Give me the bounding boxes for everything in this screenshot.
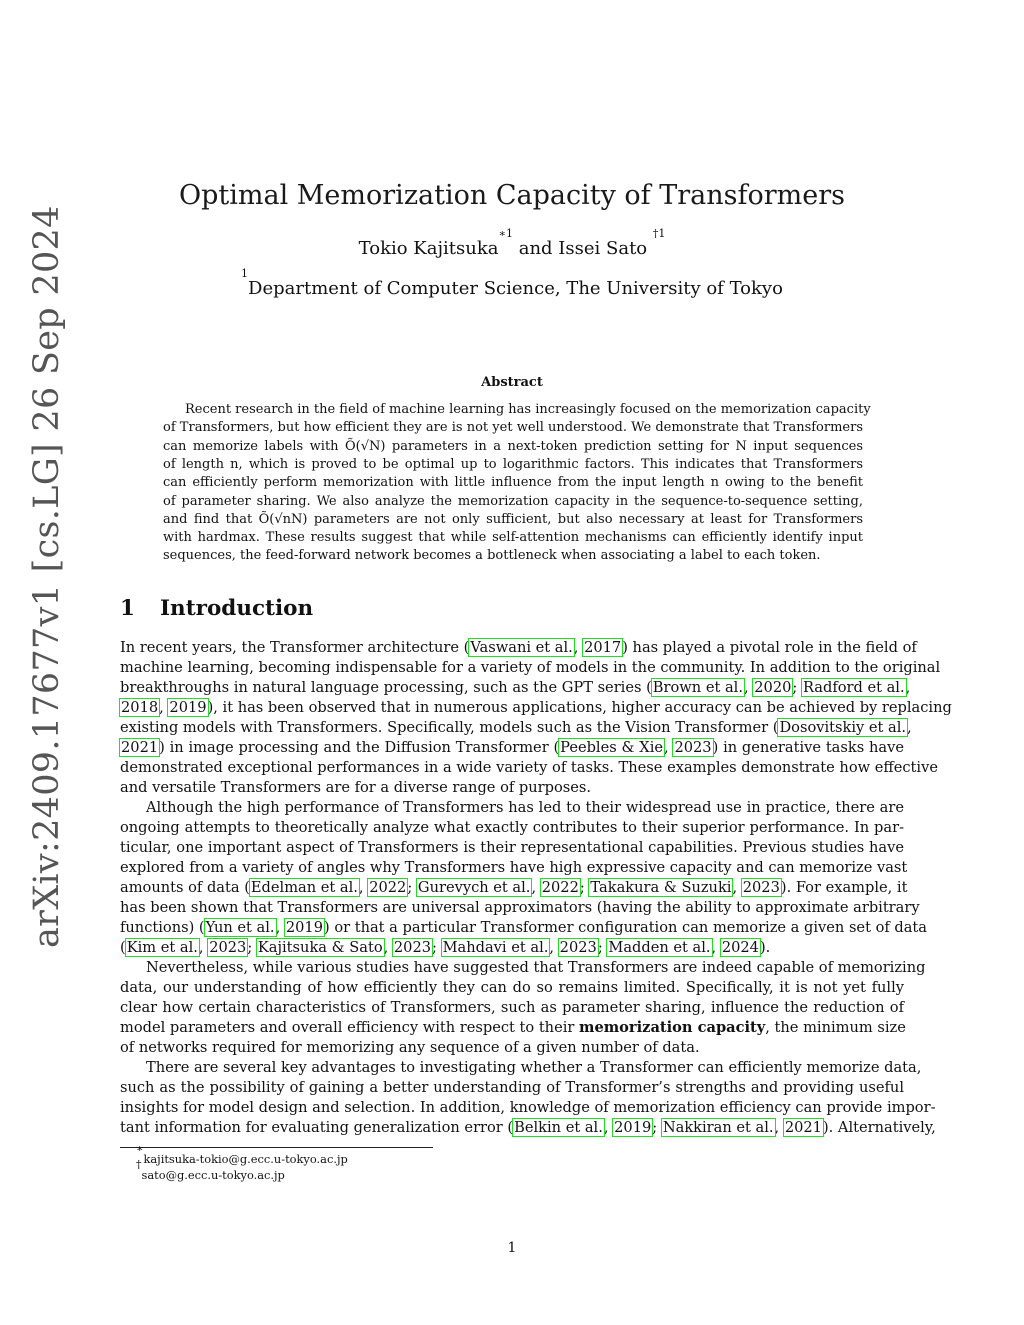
citation-link[interactable]: 2023 [393,939,432,956]
footnote [136,1158,285,1183]
text-run: has been shown that Transformers are universal approximators (having the ability to approximate arbitrary [120,899,920,916]
text-run: breakthroughs in natural language processing, such as the GPT series ( [120,679,652,696]
text-run: , the minimum size [765,1019,906,1036]
text-run: ), it has been observed that in numerous applications, higher accuracy can be achieved by replacing [207,699,952,716]
paragraph-line [120,918,928,938]
text-run: , [198,939,209,956]
paragraph-line [120,1018,904,1038]
text-run: Although the high performance of Transformers has led to their widespread use in practice, there are [146,799,904,816]
citation-link[interactable]: Kim et al. [126,939,198,956]
text-run: In recent years, the Transformer architecture ( [120,639,470,656]
citation-link[interactable]: 2023 [742,879,780,896]
author-mark: †1 [652,227,666,240]
abstract-line: and find that Õ(√nN) parameters are not only sufficient, but also necessary at least for Transformers [163,511,863,527]
text-run: , [159,699,169,716]
paragraph-line [120,978,904,998]
text-run: ; [792,679,802,696]
citation-link[interactable]: Belkin et al. [514,1119,603,1136]
text-run: ; [579,879,590,896]
paragraph-line [120,998,904,1018]
text-run: , [711,939,721,956]
text-run: , [743,679,754,696]
abstract-line: of parameter sharing. We also analyze the memorization capacity in the sequence-to-sequence setting, [163,493,863,509]
author-kajitsuka: Tokio Kajitsuka [358,238,499,259]
paragraph-line [120,778,904,798]
author-list [0,227,1024,261]
citation-link[interactable]: 2019 [285,919,323,936]
citation-link[interactable]: Yun et al. [205,919,275,936]
arxiv-identifier: arXiv:2409.17677v1 [cs.LG] 26 Sep 2024 [27,205,67,948]
text-run: explored from a variety of angles why Transformers have high expressive capacity and can memorize vast [120,859,908,876]
text-run: existing models with Transformers. Specifically, models such as the Vision Transformer ( [120,719,779,736]
text-run: , [549,939,559,956]
paragraph-line [146,958,926,978]
author-mark: ∗1 [498,227,513,240]
paragraph-line [120,638,917,658]
footnote-email: kajitsuka-tokio@g.ecc.u-tokyo.ac.jp [143,1152,348,1166]
paragraph-line [146,1058,922,1078]
abstract-line: sequences, the feed-forward network becomes a bottleneck when associating a label to each token. [163,548,821,564]
paragraph-line [120,858,908,878]
paragraph-line [120,818,904,838]
text-run: of networks required for memorizing any sequence of a given number of data. [120,1039,700,1056]
paragraph-line [120,1038,904,1058]
text-run: insights for model design and selection. In addition, knowledge of memorization efficiency can provide impor- [120,1099,936,1116]
text-run: ticular, one important aspect of Transformers is their representational capabilities. Previous studies have [120,839,904,856]
footnote-mark: † [136,1158,142,1171]
text-run: ; [432,939,442,956]
text-run: There are several key advantages to investigating whether a Transformer can efficiently memorize data, [146,1059,922,1076]
author-conjunction: and [513,238,559,259]
affiliation-mark: 1 [241,267,249,280]
citation-link[interactable]: 2018 [121,699,159,716]
paragraph-line [120,738,904,758]
text-run: and versatile Transformers are for a diverse range of purposes. [120,779,591,796]
citation-link[interactable]: Mahdavi et al. [442,939,549,956]
text-run: tant information for evaluating generalization error ( [120,1119,514,1136]
abstract-line: with hardmax. These results suggest that while self-attention mechanisms can efficiently identify input [163,530,863,546]
citation-link[interactable]: Radford et al. [802,679,905,696]
text-run: , [905,679,911,696]
citation-link[interactable]: 2022 [541,879,579,896]
text-run: ; [247,939,257,956]
citation-link[interactable]: Nakkiran et al. [662,1119,774,1136]
abstract-line: Recent research in the field of machine learning has increasingly focused on the memorization capacity [185,402,871,417]
text-run: ) in generative tasks have [712,739,904,756]
citation-link[interactable]: Edelman et al. [250,879,358,896]
text-run: ) or that a particular Transformer configuration can memorize a given set of data [323,919,928,936]
paragraph-line [120,938,904,958]
citation-link[interactable]: Gurevych et al. [417,879,531,896]
paragraph-line [120,658,941,678]
text-run: data, our understanding of how efficiently they can do so remains limited. Specifically, it is not yet fully [120,979,904,996]
section-number: 1 [120,596,135,621]
citation-link[interactable]: Kajitsuka & Sato [257,939,383,956]
citation-link[interactable]: 2022 [369,879,407,896]
abstract-heading: Abstract [481,375,543,390]
footnote-email: sato@g.ecc.u-tokyo.ac.jp [141,1168,285,1182]
citation-link[interactable]: 2024 [721,939,759,956]
paragraph-line [120,878,908,898]
text-run: , [383,939,393,956]
text-run: , [774,1119,784,1136]
text-run: ) in image processing and the Diffusion Transformer ( [159,739,560,756]
text-run: demonstrated exceptional performances in a wide variety of tasks. These examples demonstrate how effective [120,759,938,776]
section-heading [120,595,313,623]
paragraph-line [120,758,938,778]
citation-link[interactable]: Dosovitskiy et al. [779,719,907,736]
paragraph-line [120,698,952,718]
abstract-line: can memorize labels with Õ(√N) parameters in a next-token prediction setting for N input sequences [163,438,863,454]
text-run: such as the possibility of gaining a better understanding of Transformer’s strengths and providing useful [120,1079,904,1096]
text-run: ). For example, it [780,879,908,896]
paragraph-line [120,1078,904,1098]
text-run: ) has played a pivotal role in the field of [622,639,917,656]
text-run: , [531,879,541,896]
text-run: , [732,879,742,896]
citation-link[interactable]: 2020 [754,679,792,696]
citation-link[interactable]: 2023 [209,939,247,956]
paragraph-line [120,898,920,918]
text-run: , [275,919,285,936]
text-run: ( [120,939,126,956]
text-run: , [358,879,369,896]
text-run: model parameters and overall efficiency with respect to their [120,1019,580,1036]
citation-link[interactable]: Madden et al. [608,939,711,956]
citation-link[interactable]: 2021 [121,739,159,756]
paragraph-line [120,678,911,698]
text-run: amounts of data ( [120,879,250,896]
text-run: ). [759,939,771,956]
text-run: , [573,639,584,656]
affiliation [0,267,1024,301]
citation-link[interactable]: Peebles & Xie [560,739,663,756]
text-run: ). Alternatively, [822,1119,936,1136]
citation-link[interactable]: Vaswani et al. [470,639,573,656]
text-run: functions) ( [120,919,205,936]
paragraph-line [120,1098,936,1118]
abstract-line: of length n, which is proved to be optimal up to logarithmic factors. This indicates that Transformers [163,456,863,472]
paper-title: Optimal Memorization Capacity of Transformers [178,180,846,211]
text-run: ; [407,879,417,896]
affiliation-text: Department of Computer Science, The University of Tokyo [248,278,783,299]
paragraph-line [146,798,904,818]
abstract-line: of Transformers, but how efficient they are is not yet well understood. We demonstrate that Transformers [163,420,863,436]
text-run: ; [652,1119,662,1136]
citation-link[interactable]: 2023 [559,939,597,956]
citation-link[interactable]: 2019 [169,699,207,716]
text-run: , [603,1119,614,1136]
footnote [136,1142,348,1167]
text-run: , [664,739,674,756]
paragraph-line [120,1118,936,1138]
section-title: Introduction [160,596,314,621]
paragraph-line [120,838,904,858]
text-run: Nevertheless, while various studies have suggested that Transformers are indeed capable of memorizing [146,959,926,976]
citation-link[interactable]: Takakura & Suzuki [590,879,732,896]
text-run: clear how certain characteristics of Transformers, such as parameter sharing, influence the reduction of [120,999,904,1016]
citation-link[interactable]: Brown et al. [652,679,743,696]
citation-link[interactable]: 2017 [584,639,622,656]
author-sato: Issei Sato [558,238,653,259]
bold-term: memorization capacity [579,1019,766,1036]
citation-link[interactable]: 2023 [674,739,712,756]
text-run: ; [597,939,608,956]
text-run: machine learning, becoming indispensable for a variety of models in the community. In addition to the original [120,659,941,676]
citation-link[interactable]: 2021 [784,1119,822,1136]
page-number: 1 [507,1240,517,1256]
citation-link[interactable]: 2019 [614,1119,652,1136]
footnote-rule [120,1147,433,1148]
paragraph-line [120,718,912,738]
footnote-mark: ∗ [136,1142,144,1155]
abstract-line: can efficiently perform memorization with little influence from the input length n owing to the benefit [163,475,863,491]
text-run: ongoing attempts to theoretically analyze what exactly contributes to their superior performance. In par- [120,819,904,836]
text-run: , [907,719,912,736]
